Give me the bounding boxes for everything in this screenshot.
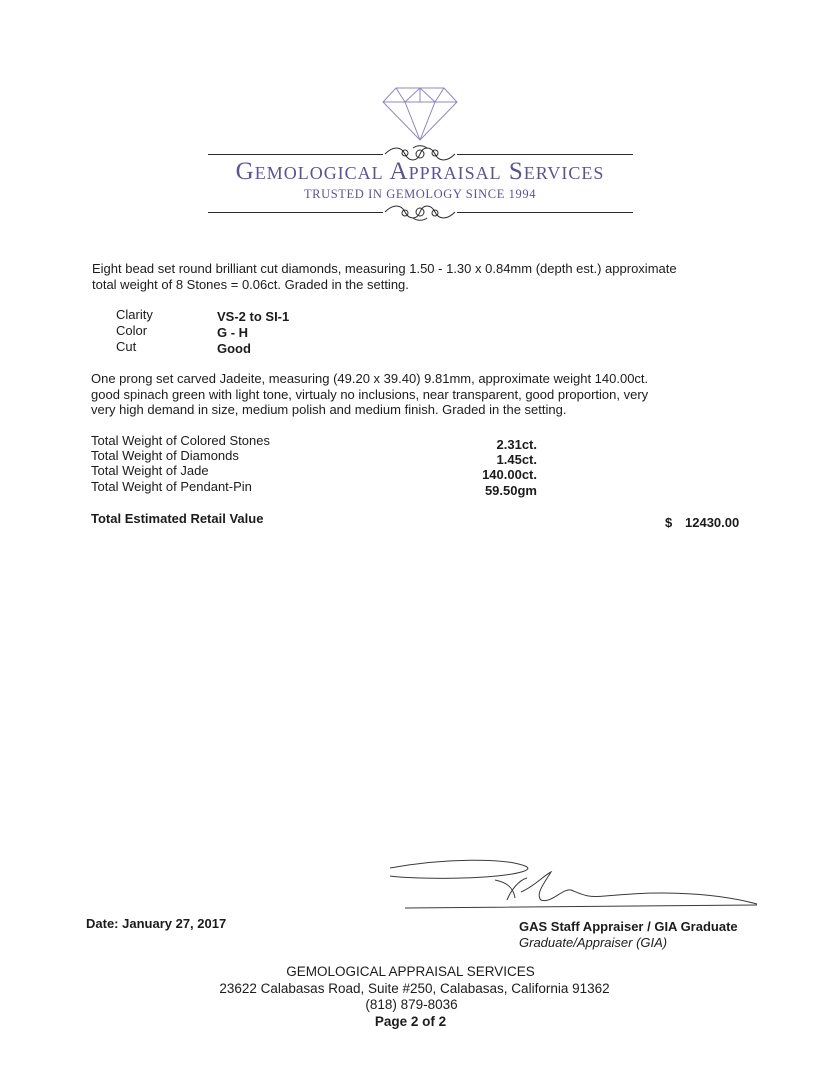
total-value-diamonds: 1.45ct. — [496, 452, 537, 467]
total-label-colored-stones: Total Weight of Colored Stones — [91, 433, 270, 448]
spec-label-clarity: Clarity — [116, 307, 153, 322]
logo-rule-bottom-left — [208, 212, 383, 213]
spec-label-cut: Cut — [116, 339, 137, 354]
jade-description-line: very high demand in size, medium polish and medium finish. Graded in the setting. — [91, 402, 567, 417]
total-value-colored-stones: 2.31ct. — [496, 437, 537, 452]
footer-company-name: GEMOLOGICAL APPRAISAL SERVICES — [286, 964, 535, 979]
total-label-jade: Total Weight of Jade — [91, 463, 209, 478]
jade-description-line: One prong set carved Jadeite, measuring (49.20 x 39.40) 9.81mm, approximate weight 140.00ct. — [91, 371, 649, 386]
spec-value-cut: Good — [217, 341, 251, 356]
footer-phone: (818) 879-8036 — [365, 997, 458, 1012]
spec-value-clarity: VS-2 to SI-1 — [217, 309, 290, 324]
spec-value-color: G - H — [217, 325, 249, 340]
signature-icon — [385, 858, 760, 918]
page-number: Page 2 of 2 — [374, 1014, 447, 1029]
footer-address: 23622 Calabasas Road, Suite #250, Calabasas, California 91362 — [219, 981, 610, 996]
total-value-jade: 140.00ct. — [482, 467, 537, 482]
appraisal-date: Date: January 27, 2017 — [86, 916, 227, 931]
flourish-ornament-bottom — [383, 202, 457, 222]
jade-description-line: good spinach green with light tone, virtualy no inclusions, near transparent, good proportion, very — [91, 386, 649, 402]
retail-value-label: Total Estimated Retail Value — [91, 511, 264, 526]
company-tagline: TRUSTED IN GEMOLOGY SINCE 1994 — [303, 187, 537, 201]
logo-rule-bottom-right — [457, 212, 633, 213]
logo-rule-top-left — [208, 154, 383, 155]
diamond-description-line: total weight of 8 Stones = 0.06ct. Graded in the setting. — [92, 276, 409, 292]
jade-description — [91, 371, 648, 418]
diamond-description-line: Eight bead set round brilliant cut diamonds, measuring 1.50 - 1.30 x 0.84mm (depth est.) approximate — [92, 261, 677, 276]
currency-symbol: $ — [665, 515, 673, 530]
total-label-pendant-pin: Total Weight of Pendant-Pin — [91, 479, 252, 494]
appraiser-subtitle: Graduate/Appraiser (GIA) — [519, 935, 668, 950]
company-logo — [200, 86, 640, 226]
logo-rule-top-right — [457, 154, 633, 155]
diamond-icon — [381, 86, 459, 142]
appraiser-title: GAS Staff Appraiser / GIA Graduate — [519, 919, 738, 934]
retail-value: 12430.00 — [685, 515, 740, 530]
company-name: Gemological Appraisal Services — [235, 158, 605, 185]
total-label-diamonds: Total Weight of Diamonds — [91, 448, 239, 463]
total-value-pendant-pin: 59.50gm — [484, 483, 537, 498]
diamond-description — [92, 261, 677, 292]
spec-label-color: Color — [116, 323, 148, 338]
